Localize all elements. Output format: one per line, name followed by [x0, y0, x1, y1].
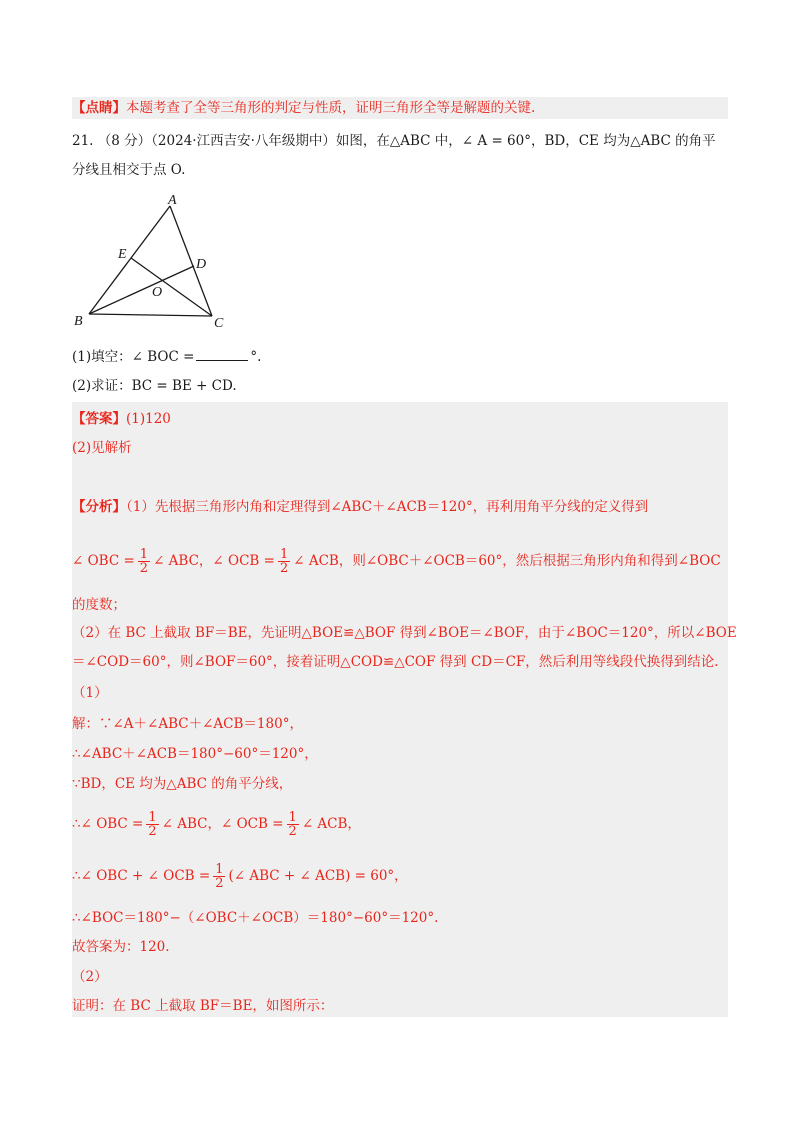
solution-s4a: ∴∠ OBC =	[72, 816, 144, 832]
solution-s5	[72, 862, 408, 890]
solution-s1	[72, 714, 303, 734]
answer-blank	[196, 346, 248, 361]
fraction-half	[287, 811, 299, 838]
answer-line2	[72, 438, 132, 458]
solution-s1-text: 解：∵∠A＋∠ABC＋∠ACB＝180°，	[72, 716, 303, 732]
fraction-den: 2	[215, 876, 224, 891]
bisector-bd	[89, 266, 194, 314]
question-stem-line1	[72, 131, 716, 151]
answer-line1	[72, 409, 171, 429]
analysis-text-3: 的度数；	[72, 597, 126, 613]
fraction-num: 1	[279, 547, 289, 562]
analysis-text-4: （2）在 BC 上截取 BF＝BE，先证明△BOE≌△BOF 得到∠BOE＝∠BOF，由于∠BOC＝120°，所以∠BOE	[72, 625, 737, 641]
answer-part1: (1)120	[126, 411, 171, 427]
question-part1	[72, 346, 261, 367]
solution-s3	[72, 774, 292, 794]
solution-s6	[72, 908, 438, 928]
question-score: （8 分）	[97, 133, 152, 149]
fraction-half	[278, 548, 290, 575]
part2-text: (2)求证：BC = BE + CD.	[72, 378, 237, 394]
analysis-2a: ∠ OBC =	[72, 553, 135, 569]
analysis-text-5: ＝∠COD＝60°，则∠BOF＝60°，接着证明△COD≌△COF 得到 CD＝CF，然后利用等线段代换得到结论.	[72, 654, 719, 670]
solution-s6-text: ∴∠BOC＝180°−（∠OBC＋∠OCB）＝180°−60°＝120°.	[72, 910, 439, 926]
solution-s4	[72, 810, 361, 838]
answer-part2: (2)见解析	[72, 440, 132, 456]
solution-s7	[72, 937, 170, 957]
solution-s8-text: 证明：在 BC 上截取 BF＝BE，如图所示：	[72, 998, 334, 1014]
fraction-den: 2	[148, 824, 157, 839]
question-stem-1: 如图，在△ABC 中，∠ A = 60°，BD，CE 均为△ABC 的角平	[335, 133, 716, 149]
analysis-2c: ∠ ACB，则∠OBC＋∠OCB＝60°，然后根据三角形内角和得到∠BOC	[293, 553, 721, 569]
solution-s4c: ∠ ACB，	[301, 816, 361, 832]
question-number: 21.	[72, 133, 94, 149]
fraction-den: 2	[288, 824, 297, 839]
solution-p1-label	[72, 683, 108, 703]
solution-s4b: ∠ ABC，∠ OCB =	[161, 816, 284, 832]
label-a: A	[168, 193, 177, 208]
question-stem-2: 分线且相交于点 O.	[72, 162, 186, 178]
solution-s2	[72, 744, 318, 764]
fraction-half	[146, 811, 158, 838]
analysis-2b: ∠ ABC，∠ OCB =	[153, 553, 275, 569]
solution-s8	[72, 996, 333, 1016]
solution-s3-text: ∵BD，CE 均为△ABC 的角平分线，	[72, 776, 293, 792]
analysis-line3	[72, 595, 126, 615]
analysis-line2	[72, 547, 721, 575]
part1-text: (1)填空：∠ BOC =	[72, 349, 195, 365]
solution-s5a: ∴∠ OBC + ∠ OCB =	[72, 868, 211, 884]
solution-s5b: (∠ ABC + ∠ ACB) = 60°，	[228, 868, 408, 884]
fraction-half	[138, 548, 150, 575]
solution-p2-label-text: （2）	[72, 969, 108, 985]
label-e: E	[118, 247, 127, 262]
fraction-num: 1	[148, 810, 157, 825]
question-part2	[72, 376, 237, 396]
solution-p2-label	[72, 967, 108, 987]
label-o: O	[152, 285, 163, 300]
analysis-text-1: （1）先根据三角形内角和定理得到∠ABC＋∠ACB＝120°，再利用角平分线的定义得到	[126, 499, 649, 515]
fraction-half	[213, 863, 225, 890]
solution-p1-label-text: （1）	[72, 685, 108, 701]
dianjing-text: 本题考查了全等三角形的判定与性质，证明三角形全等是解题的关键.	[126, 100, 536, 116]
question-source: （2024·江西吉安·八年级期中）	[151, 133, 336, 149]
solution-s7-text: 故答案为：120.	[72, 939, 170, 955]
fraction-den: 2	[139, 561, 149, 576]
analysis-line4	[72, 623, 737, 643]
solution-s2-text: ∴∠ABC＋∠ACB＝180°−60°＝120°，	[72, 746, 318, 762]
question-stem-line2	[72, 160, 185, 180]
answer-tag: 【答案】	[72, 411, 126, 427]
analysis-tag: 【分析】	[72, 499, 126, 515]
part1-suffix: °.	[250, 349, 262, 365]
dianjing-line	[72, 98, 535, 118]
label-c: C	[214, 316, 224, 331]
triangle-figure	[70, 190, 240, 335]
fraction-num: 1	[215, 862, 224, 877]
dianjing-tag: 【点睛】	[72, 100, 126, 116]
label-d: D	[196, 257, 207, 272]
analysis-line5	[72, 652, 719, 672]
label-b: B	[74, 314, 83, 329]
fraction-den: 2	[279, 561, 289, 576]
analysis-line1	[72, 497, 648, 517]
side-bc	[89, 314, 212, 316]
fraction-num: 1	[139, 547, 149, 562]
fraction-num: 1	[288, 810, 297, 825]
